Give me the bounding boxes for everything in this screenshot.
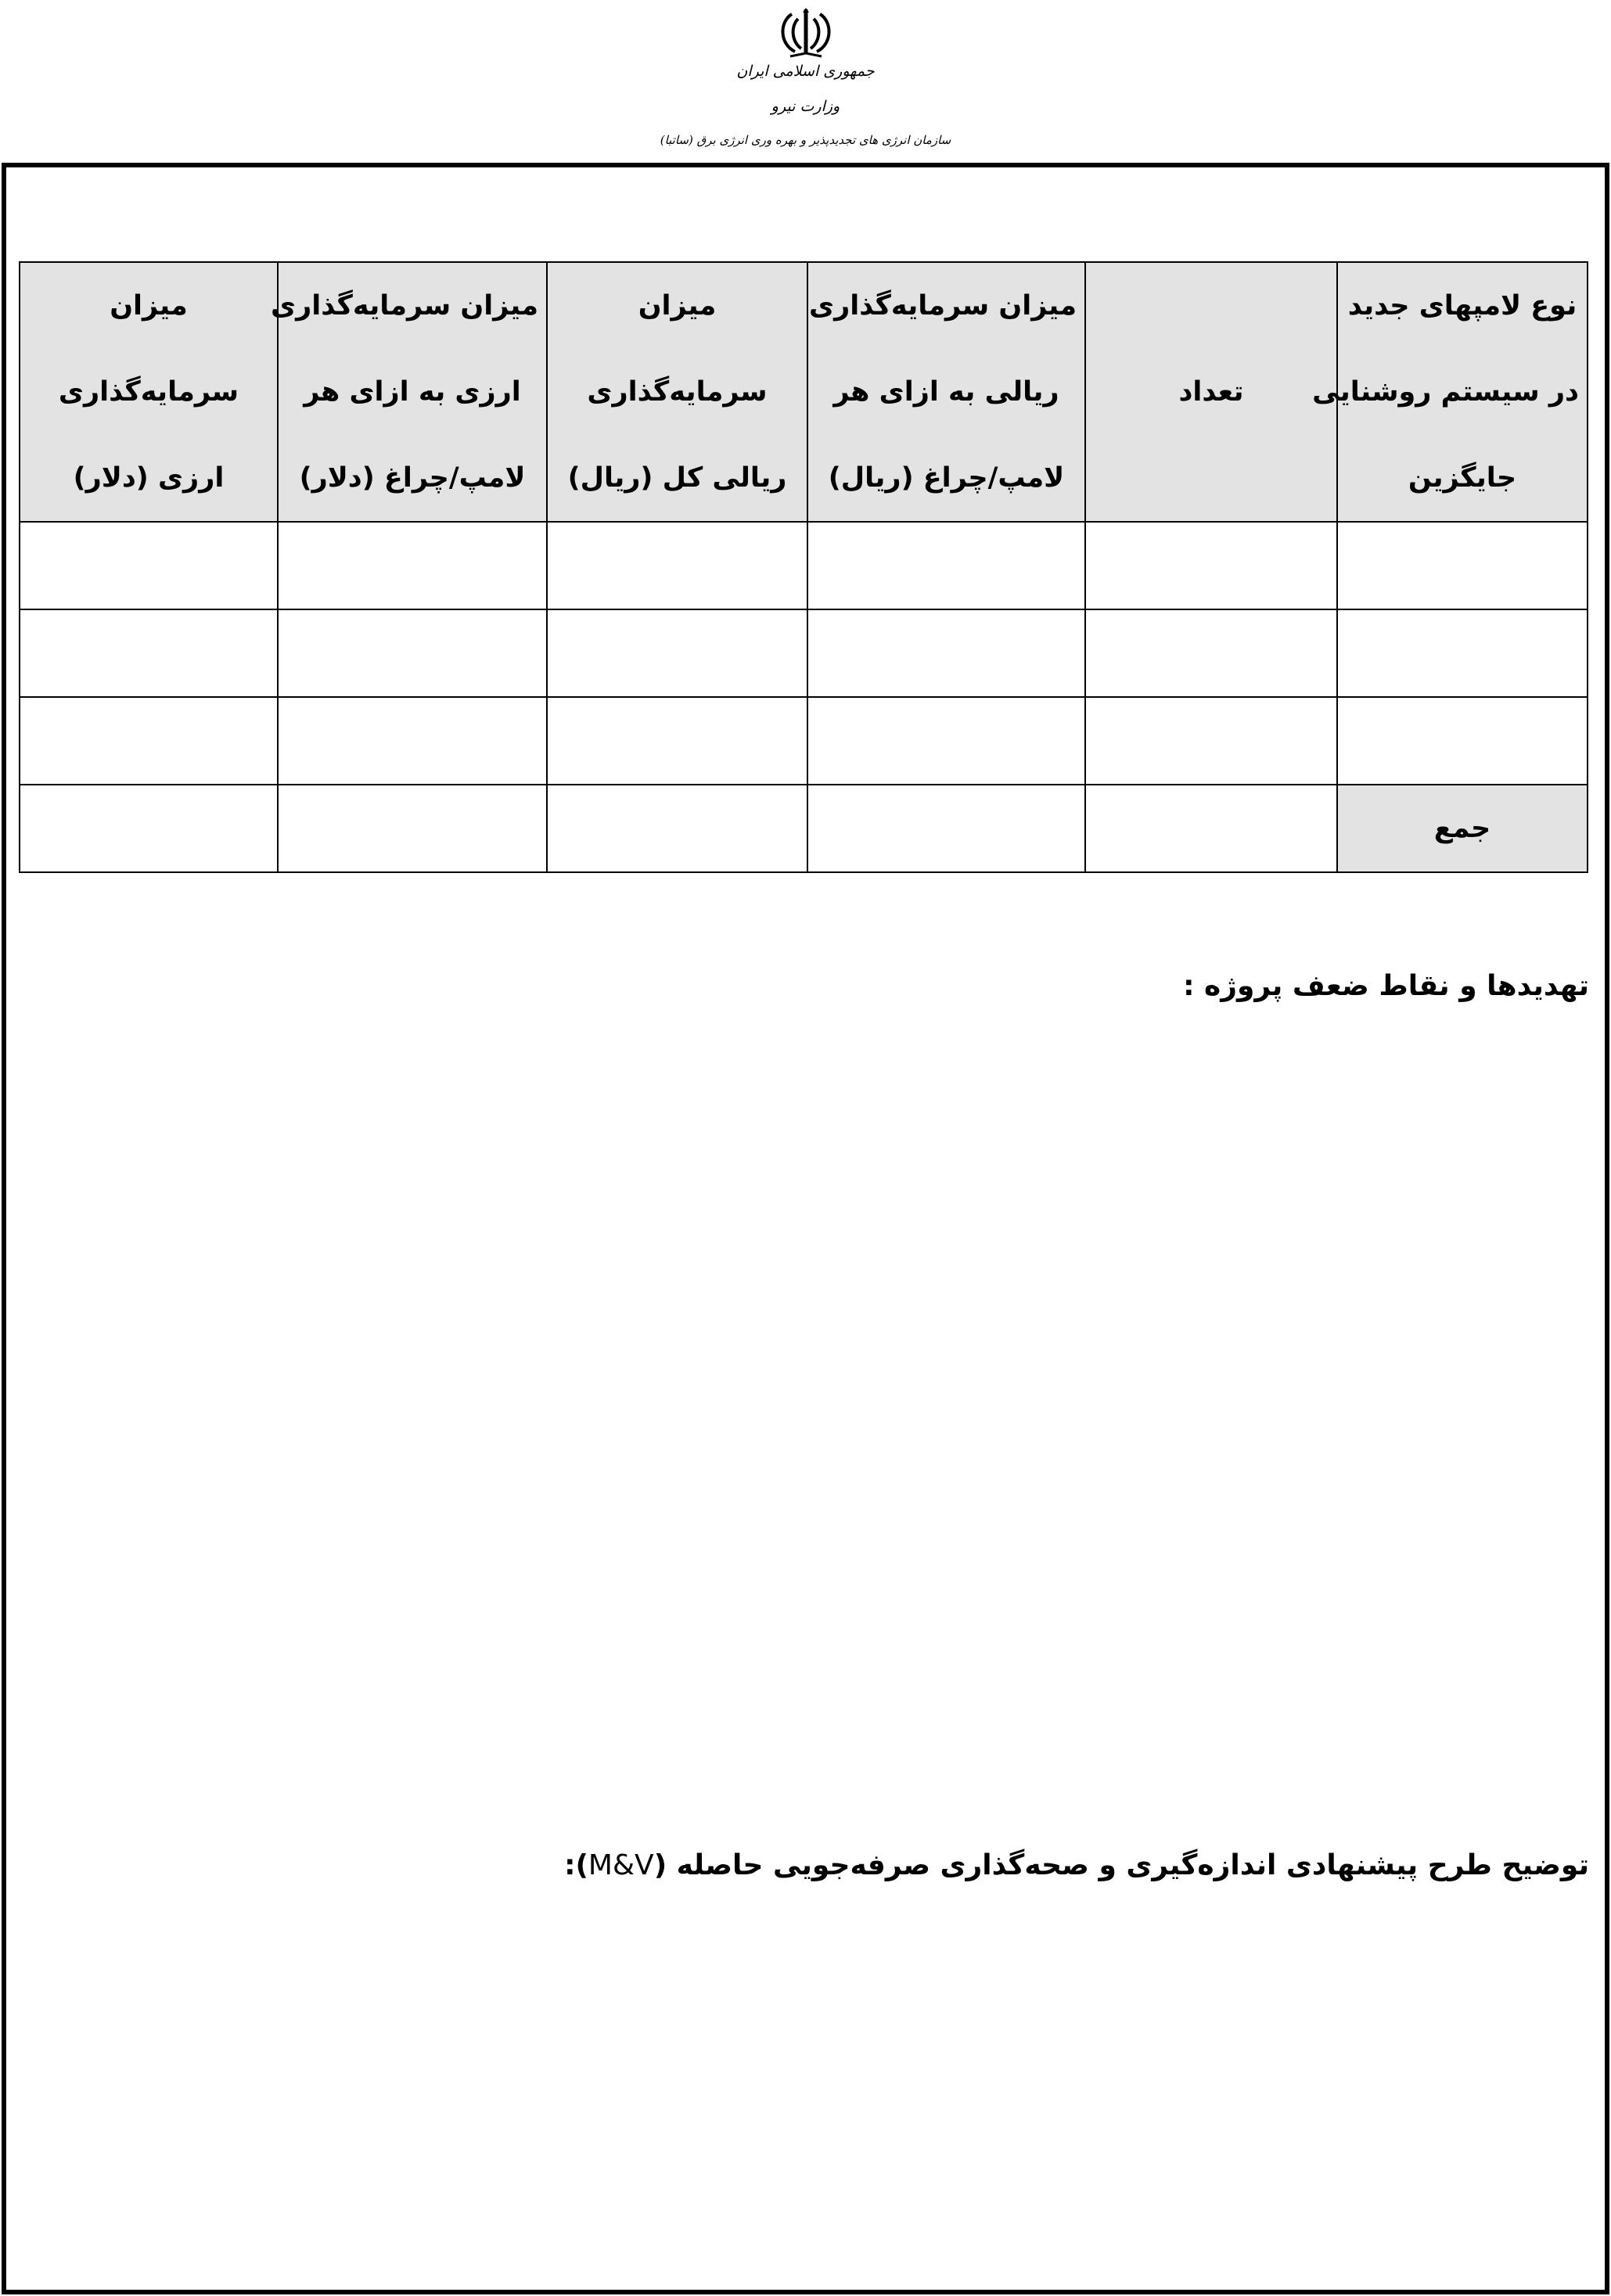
- table-cell[interactable]: [20, 697, 278, 785]
- table-cell[interactable]: [1085, 609, 1337, 697]
- table-cell[interactable]: [1085, 785, 1337, 872]
- organization-name: سازمان انرژی های تجدیدپذیر و بهره وری انرژی برق (ساتبا): [660, 133, 951, 147]
- table-cell[interactable]: [20, 522, 278, 609]
- header-count: تعداد: [1085, 262, 1337, 522]
- table-cell[interactable]: [807, 697, 1085, 785]
- header-rial-investment-per-lamp: میزان سرمایه‌گذاری ریالی به ازای هر لامپ/چراغ (ریال): [807, 262, 1085, 522]
- table-cell[interactable]: [1337, 609, 1588, 697]
- mv-heading-prefix: توضیح طرح پیشنهادی اندازه‌گیری و صحه‌گذاری صرفه‌جویی حاصله (: [653, 1849, 1589, 1881]
- table-cell[interactable]: [1337, 522, 1588, 609]
- total-label: جمع: [1337, 785, 1588, 872]
- table-row: [20, 522, 1588, 609]
- table-total-row: [20, 785, 1588, 872]
- page-header: [0, 0, 1611, 163]
- table-cell[interactable]: [547, 522, 807, 609]
- table-cell[interactable]: [278, 697, 547, 785]
- table-cell[interactable]: [547, 609, 807, 697]
- ministry-name: وزارت نیرو: [771, 98, 840, 115]
- table-row: [20, 697, 1588, 785]
- mv-heading-suffix: ):: [564, 1849, 588, 1881]
- table-cell[interactable]: [547, 697, 807, 785]
- threats-heading: تهدیدها و نقاط ضعف پروژه :: [1183, 970, 1589, 1002]
- header-currency-investment-per-lamp: میزان سرمایه‌گذاری ارزی به ازای هر لامپ/چراغ (دلار): [278, 262, 547, 522]
- header-currency-investment: میزان سرمایه‌گذاری ارزی (دلار): [20, 262, 278, 522]
- table-cell[interactable]: [20, 785, 278, 872]
- table-cell[interactable]: [547, 785, 807, 872]
- mv-abbreviation: M&V: [588, 1849, 654, 1881]
- country-name: جمهوری اسلامی ایران: [736, 63, 875, 80]
- mv-heading: [564, 1849, 1589, 1881]
- table-cell[interactable]: [20, 609, 278, 697]
- header-total-rial-investment: میزان سرمایه‌گذاری ریالی کل (ریال): [547, 262, 807, 522]
- lamp-investment-table: [19, 261, 1588, 873]
- table-cell[interactable]: [1085, 522, 1337, 609]
- table-row: [20, 609, 1588, 697]
- iran-emblem-icon: [768, 6, 843, 63]
- table-cell[interactable]: [278, 785, 547, 872]
- table-cell[interactable]: [807, 785, 1085, 872]
- table-cell[interactable]: [807, 522, 1085, 609]
- table-header-row: [20, 262, 1588, 522]
- table-cell[interactable]: [807, 609, 1085, 697]
- table-cell[interactable]: [278, 609, 547, 697]
- table-cell[interactable]: [1337, 697, 1588, 785]
- table-cell[interactable]: [1085, 697, 1337, 785]
- table-cell[interactable]: [278, 522, 547, 609]
- header-new-lamp-type: نوع لامپهای جدید در سیستم روشنایی جایگزین: [1337, 262, 1588, 522]
